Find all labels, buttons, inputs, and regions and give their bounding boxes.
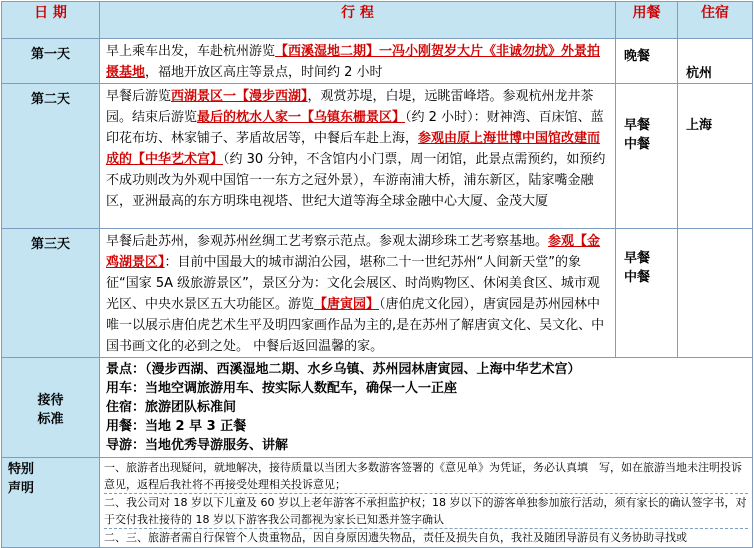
itinerary-text: 早餐后赴苏州，参观苏州丝绸工艺考察示范点。参观太湖珍珠工艺考察基地。 xyxy=(106,234,549,249)
header-date: 日 期 xyxy=(2,2,100,39)
day-label-cell xyxy=(2,84,100,229)
meal-item: 晚餐 xyxy=(624,49,651,64)
day-stay xyxy=(678,229,753,358)
notice-line: 二、我公司对 18 岁以下儿童及 60 岁以上老年游客不承担监护权；18 岁以下的游客单独参加旅行活动，须有家长的确认签字书，对于交付我社接待的 18 岁以下游客我公司都视为家长已知悉并签字确认 xyxy=(104,494,748,529)
day-itinerary xyxy=(100,39,616,84)
highlighted-attraction: 参观【金鸡湖景区】 xyxy=(106,234,601,270)
day-label: 第二天 xyxy=(30,92,70,107)
highlighted-attraction: 【西溪湿地二期】一冯小刚贺岁大片《非诚勿扰》外景拍摄基地 xyxy=(106,44,601,80)
header-meal: 用餐 xyxy=(616,2,678,39)
notice-label-line: 特别 xyxy=(8,462,35,477)
header-itinerary: 行 程 xyxy=(100,2,616,39)
reception-details xyxy=(100,358,753,458)
reception-line: 用车：当地空调旅游用车、按实际人数配车，确保一人一正座 xyxy=(106,381,458,396)
day-label: 第一天 xyxy=(30,47,70,62)
reception-row xyxy=(2,358,753,458)
meal-item: 中餐 xyxy=(624,270,651,285)
notice-label-line: 声明 xyxy=(8,481,35,496)
notice-label xyxy=(2,458,100,548)
header-row xyxy=(2,2,753,39)
highlighted-attraction: 参观由原上海世博中国馆改建而成的【中华艺术宫】 xyxy=(106,131,601,167)
meal-item: 早餐 xyxy=(624,118,651,133)
itinerary-text: （约 2 小时）：财神湾、百床馆、蓝印花布坊、林家铺子、茅盾故居等，中餐后车赴上海， xyxy=(106,110,604,146)
itinerary-text: （约 30 分钟，不含馆内小门票，周一闭馆，此景点需预约，如预约不成功则改为外观中国馆一一东方之冠外景），车游南浦大桥，浦东新区，陆家嘴金融区，亚洲最高的东方明珠电视塔、世纪大道等海全球金融中心大厦、金茂大厦 xyxy=(106,152,606,209)
day-itinerary xyxy=(100,229,616,358)
notice-details xyxy=(100,458,753,548)
itinerary-text: 早餐后游览 xyxy=(106,89,172,104)
header-stay: 住宿 xyxy=(678,2,753,39)
reception-line: 住宿：旅游团队标准间 xyxy=(106,400,237,415)
itinerary-text: 早上乘车出发，车赴杭州游览 xyxy=(106,44,276,59)
day-row xyxy=(2,39,753,84)
day-label-cell xyxy=(2,39,100,84)
day-row xyxy=(2,229,753,358)
day-meal xyxy=(616,229,678,358)
itinerary-text: ，福地开放区高庄等景点，时间约 2 小时 xyxy=(145,65,383,80)
day-label-cell xyxy=(2,229,100,358)
reception-line: 用餐：当地 2 早 3 正餐 xyxy=(106,419,247,434)
day-label: 第三天 xyxy=(30,237,70,252)
reception-line: 景点：（漫步西湖、西溪湿地二期、水乡乌镇、苏州园林唐寅园、上海中华艺术宫） xyxy=(106,362,581,377)
day-row xyxy=(2,84,753,229)
notice-line: 二、三、旅游者需自行保管个人贵重物品，因自身原因遗失物品，责任及损失自负，我社及随团导游员有义务协助寻找或 xyxy=(104,531,687,544)
day-meal xyxy=(616,39,678,84)
itinerary-text: ：目前中国最大的城市湖泊公园，堪称二十一世纪苏州“人间新天堂”的象征“国家 5A 级旅游景区”，景区分为：文化会展区、时尚购物区、休闲美食区、城市观光区、中央水景区五大功能区。游览 xyxy=(106,255,600,312)
day-stay xyxy=(678,39,753,84)
highlighted-attraction: 【唐寅园】 xyxy=(314,297,380,312)
meal-item: 中餐 xyxy=(624,137,651,152)
meal-item: 早餐 xyxy=(624,251,651,266)
reception-label-line: 标准 xyxy=(37,411,64,427)
itinerary-text: （唐伯虎文化园），唐寅园是苏州园林中唯一以展示唐伯虎艺术生平及明四家画作品为主的,是在苏州了解唐寅文化、吴文化、中国书画文化的必到之处。 中餐后返回温馨的家。 xyxy=(106,297,605,354)
highlighted-attraction: 西湖景区一【漫步西湖】 xyxy=(171,89,308,104)
day-itinerary xyxy=(100,84,616,229)
day-meal xyxy=(616,84,678,229)
reception-label xyxy=(2,358,100,458)
stay-city: 上海 xyxy=(686,118,713,133)
notice-row xyxy=(2,458,753,548)
itinerary-text: ，观赏苏堤，白堤，远眺雷峰塔。参观杭州龙井茶园。结束后游览 xyxy=(106,89,594,125)
notice-line: 一、旅游者出现疑问，就地解决，接待质量以当团大多数游客签署的《意见单》为凭证，务必认真填 写，如在旅游当地未注明投诉意见，返程后我社将不再接受处理相关投诉意见； xyxy=(104,459,748,494)
reception-label-line: 接待 xyxy=(37,392,64,408)
itinerary-table xyxy=(1,1,753,548)
highlighted-attraction: 最后的枕水人家一【乌镇东栅景区】 xyxy=(197,110,406,125)
stay-city: 杭州 xyxy=(686,66,713,81)
day-stay xyxy=(678,84,753,229)
reception-line: 导游：当地优秀导游服务、讲解 xyxy=(106,438,289,453)
